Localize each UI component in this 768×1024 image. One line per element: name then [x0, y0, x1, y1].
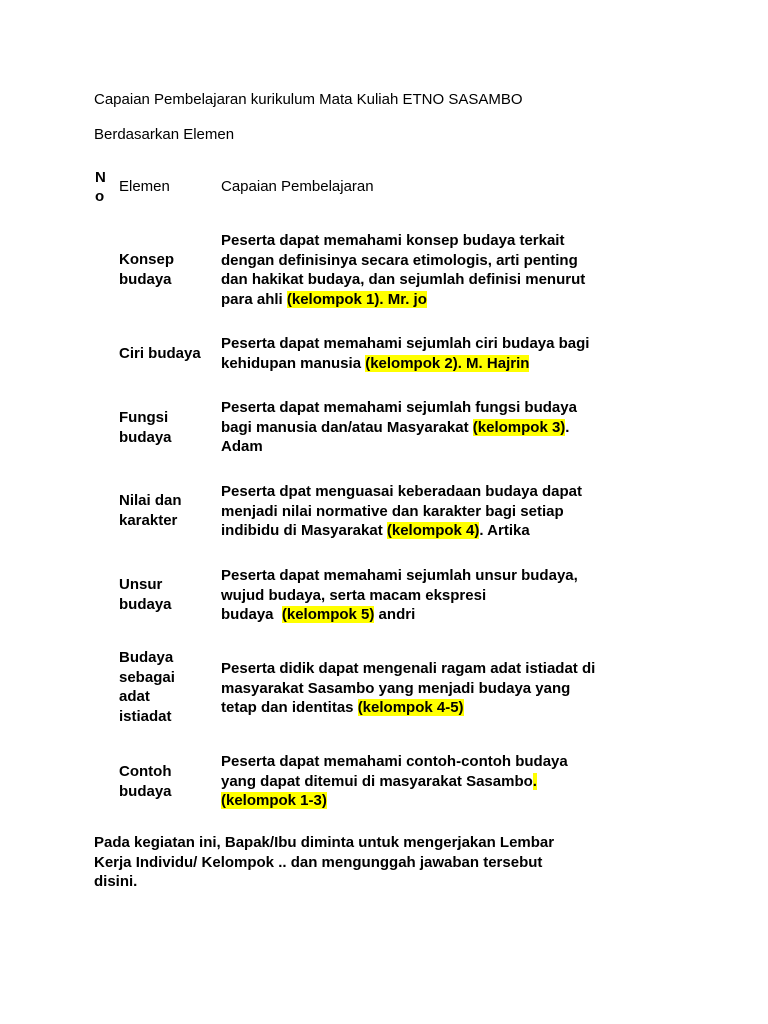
- row-7-line-2: yang dapat ditemui di masyarakat Sasambo: [221, 772, 533, 790]
- row-5-elemen-line-2: budaya: [119, 595, 172, 613]
- row-6-line-3: tetap dan identitas: [221, 699, 358, 716]
- row-2-elemen: [119, 344, 229, 364]
- header-elemen: Elemen: [119, 178, 170, 195]
- document-title: Capaian Pembelajaran kurikulum Mata Kuliah ETNO SASAMBO: [94, 91, 523, 108]
- row-4-line-2: menjadi nilai normative dan karakter bagi setiap: [221, 502, 564, 520]
- row-1-group-highlight: (kelompok 1). Mr. jo: [286, 290, 427, 308]
- row-5-elemen: [119, 575, 219, 614]
- row-2-capaian: [221, 334, 589, 373]
- row-3-elemen-line-1: Fungsi: [119, 409, 169, 426]
- row-1-line-3: dan hakikat budaya, dan sejumlah definisi menurut: [221, 271, 586, 288]
- instruction-paragraph: [94, 833, 554, 892]
- row-1-elemen-line-1: Konsep: [119, 251, 175, 268]
- row-4-line-3-tail: . Artika: [479, 522, 530, 539]
- instruction-line-3: disini.: [94, 873, 138, 890]
- header-no-line-2: o: [95, 188, 105, 205]
- header-no: [95, 168, 107, 206]
- row-4-elemen: [119, 491, 219, 530]
- row-7-group-highlight: (kelompok 1-3): [221, 792, 327, 809]
- row-3-line-1: Peserta dapat memahami sejumlah fungsi budaya: [221, 399, 577, 416]
- header-no-line-1: N: [95, 169, 106, 186]
- row-5-elemen-line-1: Unsur: [119, 576, 163, 593]
- row-3-elemen: [119, 408, 219, 447]
- row-4-line-3: indibidu di Masyarakat: [221, 522, 387, 539]
- row-1-line-4: para ahli: [221, 290, 287, 308]
- row-4-line-1: Peserta dpat menguasai keberadaan budaya dapat: [221, 483, 582, 500]
- row-4-elemen-line-2: karakter: [119, 511, 178, 529]
- row-1-line-2: dengan definisinya secara etimologis, arti penting: [221, 251, 578, 269]
- row-5-line-1: Peserta dapat memahami sejumlah unsur budaya,: [221, 567, 578, 584]
- row-3-elemen-line-2: budaya: [119, 428, 172, 446]
- row-6-line-2: masyarakat Sasambo yang menjadi budaya yang: [221, 679, 571, 697]
- row-2-line-1: Peserta dapat memahami sejumlah ciri budaya bagi: [221, 335, 590, 352]
- row-1-elemen: [119, 250, 219, 289]
- row-5-capaian: [221, 566, 578, 625]
- instruction-line-1: Pada kegiatan ini, Bapak/Ibu diminta untuk mengerjakan Lembar: [94, 834, 555, 851]
- document-subtitle: Berdasarkan Elemen: [94, 126, 235, 143]
- header-capaian: Capaian Pembelajaran: [221, 178, 374, 195]
- row-6-capaian: [221, 659, 595, 718]
- row-4-elemen-line-1: Nilai dan: [119, 492, 182, 509]
- row-5-line-3: budaya: [221, 606, 282, 623]
- row-3-group-highlight: (kelompok 3): [472, 418, 566, 436]
- row-2-group-highlight: (kelompok 2). M. Hajrin: [365, 354, 530, 372]
- row-2-elemen-line-1: Ciri budaya: [119, 345, 201, 362]
- row-6-elemen-line-4: istiadat: [119, 707, 172, 725]
- row-3-line-3: Adam: [221, 438, 263, 455]
- row-4-capaian: [221, 482, 582, 541]
- row-5-line-2: wujud budaya, serta macam ekspresi: [221, 586, 487, 604]
- row-7-line-1: Peserta dapat memahami contoh-contoh budaya: [221, 753, 568, 770]
- row-3-line-2: bagi manusia dan/atau Masyarakat: [221, 418, 473, 436]
- row-7-capaian: [221, 752, 568, 811]
- row-6-elemen-line-2: sebagai: [119, 668, 175, 686]
- row-1-line-1: Peserta dapat memahami konsep budaya terkait: [221, 232, 565, 249]
- row-7-elemen-line-1: Contoh: [119, 763, 172, 780]
- row-3-line-2-tail: .: [565, 418, 570, 436]
- row-3-capaian: [221, 398, 577, 457]
- row-1-capaian: [221, 231, 585, 309]
- row-6-line-1: Peserta didik dapat mengenali ragam adat istiadat di: [221, 660, 596, 677]
- row-5-line-3-tail: andri: [374, 606, 416, 623]
- row-7-period-highlight: .: [532, 772, 537, 790]
- row-6-elemen-line-3: adat: [119, 688, 150, 705]
- row-6-elemen-line-1: Budaya: [119, 649, 174, 666]
- row-1-elemen-line-2: budaya: [119, 270, 172, 288]
- row-6-group-highlight: (kelompok 4-5): [357, 699, 464, 716]
- row-6-elemen: [119, 648, 219, 726]
- instruction-line-2: Kerja Individu/ Kelompok .. dan mengunggah jawaban tersebut: [94, 853, 543, 871]
- row-7-elemen-line-2: budaya: [119, 782, 172, 800]
- row-5-group-highlight: (kelompok 5): [281, 606, 375, 623]
- row-4-group-highlight: (kelompok 4): [386, 522, 480, 539]
- row-2-line-2: kehidupan manusia: [221, 354, 366, 372]
- row-7-elemen: [119, 762, 219, 801]
